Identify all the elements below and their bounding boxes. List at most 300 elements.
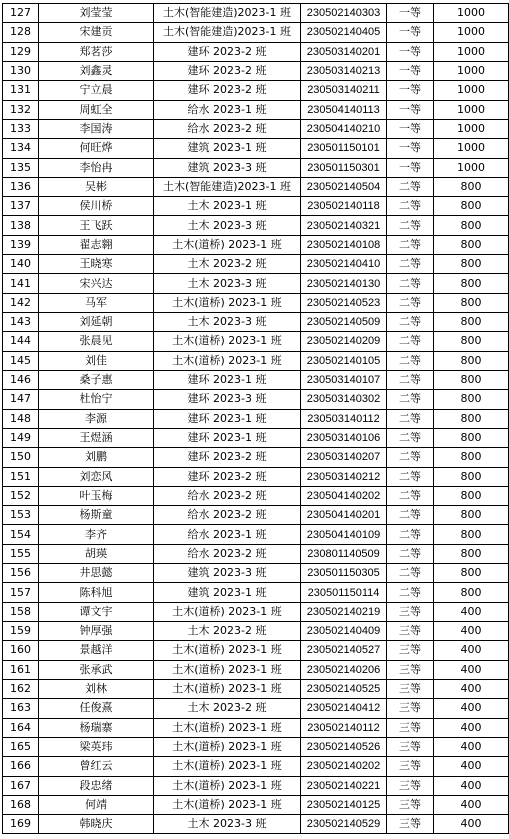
student-id-cell: 230502140118: [301, 197, 387, 216]
award-amount-cell: 800: [434, 197, 509, 216]
student-id-cell: 230503140201: [301, 42, 387, 61]
award-level-cell: 二等: [387, 235, 434, 254]
award-level-cell: 一等: [387, 42, 434, 61]
class-name-cell: 给水 2023-1 班: [154, 100, 301, 119]
award-level-cell: 二等: [387, 177, 434, 196]
class-name-cell: 土木(道桥) 2023-1 班: [154, 602, 301, 621]
award-amount-cell: 800: [434, 255, 509, 274]
table-row: [3, 197, 509, 216]
row-number-cell: 131: [3, 81, 39, 100]
student-id-cell: 230503140207: [301, 448, 387, 467]
row-number-cell: 140: [3, 255, 39, 274]
row-number-cell: 132: [3, 100, 39, 119]
award-amount-cell: 400: [434, 699, 509, 718]
row-number-cell: 164: [3, 718, 39, 737]
class-name-cell: 建筑 2023-3 班: [154, 158, 301, 177]
student-id-cell: 230504140109: [301, 525, 387, 544]
student-id-cell: 230502140525: [301, 679, 387, 698]
award-amount-cell: 800: [434, 177, 509, 196]
student-id-cell: 230503140212: [301, 467, 387, 486]
class-name-cell: 土木(道桥) 2023-1 班: [154, 718, 301, 737]
award-level-cell: 三等: [387, 679, 434, 698]
award-level-cell: 一等: [387, 158, 434, 177]
award-amount-cell: 400: [434, 815, 509, 834]
award-level-cell: 三等: [387, 660, 434, 679]
row-number-cell: 160: [3, 641, 39, 660]
row-number-cell: 168: [3, 795, 39, 814]
table-row: [3, 23, 509, 42]
award-amount-cell: 400: [434, 795, 509, 814]
row-number-cell: 165: [3, 737, 39, 756]
award-level-cell: 二等: [387, 274, 434, 293]
class-name-cell: 土木 2023-2 班: [154, 255, 301, 274]
student-name-cell: 侯川桥: [39, 197, 154, 216]
row-number-cell: 136: [3, 177, 39, 196]
student-id-cell: 230504140201: [301, 506, 387, 525]
row-number-cell: 129: [3, 42, 39, 61]
student-id-cell: 230503140106: [301, 428, 387, 447]
award-amount-cell: 800: [434, 583, 509, 602]
award-amount-cell: 800: [434, 486, 509, 505]
row-number-cell: 135: [3, 158, 39, 177]
row-number-cell: 159: [3, 622, 39, 641]
student-id-cell: 230501150114: [301, 583, 387, 602]
class-name-cell: 土木(道桥) 2023-1 班: [154, 795, 301, 814]
student-name-cell: 谭文宇: [39, 602, 154, 621]
student-name-cell: 郑茗莎: [39, 42, 154, 61]
award-amount-cell: 800: [434, 544, 509, 563]
student-id-cell: 230502140526: [301, 737, 387, 756]
student-name-cell: 刘林: [39, 679, 154, 698]
award-amount-cell: 1000: [434, 23, 509, 42]
class-name-cell: 建环 2023-1 班: [154, 428, 301, 447]
class-name-cell: 土木 2023-3 班: [154, 313, 301, 332]
award-amount-cell: 800: [434, 235, 509, 254]
award-level-cell: 一等: [387, 119, 434, 138]
award-level-cell: 二等: [387, 428, 434, 447]
table-row: [3, 525, 509, 544]
class-name-cell: 土木(道桥) 2023-1 班: [154, 776, 301, 795]
row-number-cell: 137: [3, 197, 39, 216]
award-level-cell: 三等: [387, 815, 434, 834]
table-row: [3, 718, 509, 737]
row-number-cell: 156: [3, 564, 39, 583]
student-id-cell: 230502140202: [301, 757, 387, 776]
class-name-cell: 给水 2023-1 班: [154, 525, 301, 544]
student-id-cell: 230502140321: [301, 216, 387, 235]
table-row: [3, 390, 509, 409]
class-name-cell: 土木(道桥) 2023-1 班: [154, 679, 301, 698]
student-id-cell: 230502140504: [301, 177, 387, 196]
table-row: [3, 158, 509, 177]
student-name-cell: 景越洋: [39, 641, 154, 660]
class-name-cell: 土木(道桥) 2023-1 班: [154, 332, 301, 351]
award-amount-cell: 1000: [434, 158, 509, 177]
student-name-cell: 杨瑞寨: [39, 718, 154, 737]
student-name-cell: 何靖: [39, 795, 154, 814]
student-name-cell: 桑子惠: [39, 370, 154, 389]
student-id-cell: 230504140202: [301, 486, 387, 505]
award-level-cell: 一等: [387, 61, 434, 80]
award-level-cell: 二等: [387, 409, 434, 428]
student-name-cell: 陈科旭: [39, 583, 154, 602]
table-row: [3, 506, 509, 525]
class-name-cell: 建筑 2023-1 班: [154, 583, 301, 602]
student-name-cell: 刘恋风: [39, 467, 154, 486]
award-level-cell: 二等: [387, 506, 434, 525]
class-name-cell: 给水 2023-2 班: [154, 486, 301, 505]
student-name-cell: 翟志翱: [39, 235, 154, 254]
student-name-cell: 马军: [39, 293, 154, 312]
award-amount-cell: 800: [434, 274, 509, 293]
class-name-cell: 建环 2023-1 班: [154, 409, 301, 428]
class-name-cell: 建筑 2023-3 班: [154, 564, 301, 583]
student-name-cell: 杨斯童: [39, 506, 154, 525]
class-name-cell: 给水 2023-2 班: [154, 119, 301, 138]
table-row: [3, 81, 509, 100]
table-row: [3, 467, 509, 486]
award-amount-cell: 1000: [434, 61, 509, 80]
student-id-cell: 230502140209: [301, 332, 387, 351]
award-amount-cell: 800: [434, 525, 509, 544]
row-number-cell: 162: [3, 679, 39, 698]
student-id-cell: 230502140303: [301, 4, 387, 23]
student-name-cell: 宋兴达: [39, 274, 154, 293]
student-name-cell: 刘延朝: [39, 313, 154, 332]
award-amount-cell: 800: [434, 506, 509, 525]
row-number-cell: 148: [3, 409, 39, 428]
award-level-cell: 二等: [387, 467, 434, 486]
award-level-cell: 二等: [387, 564, 434, 583]
student-id-cell: 230502140412: [301, 699, 387, 718]
student-name-cell: 李齐: [39, 525, 154, 544]
table-row: [3, 42, 509, 61]
class-name-cell: 建环 2023-1 班: [154, 370, 301, 389]
table-body: [3, 4, 509, 834]
row-number-cell: 128: [3, 23, 39, 42]
award-level-cell: 三等: [387, 602, 434, 621]
row-number-cell: 138: [3, 216, 39, 235]
student-id-cell: 230503140107: [301, 370, 387, 389]
row-number-cell: 167: [3, 776, 39, 795]
row-number-cell: 157: [3, 583, 39, 602]
award-level-cell: 二等: [387, 197, 434, 216]
row-number-cell: 144: [3, 332, 39, 351]
award-amount-cell: 800: [434, 293, 509, 312]
award-amount-cell: 800: [434, 370, 509, 389]
award-amount-cell: 800: [434, 216, 509, 235]
student-id-cell: 230502140405: [301, 23, 387, 42]
table-row: [3, 119, 509, 138]
row-number-cell: 134: [3, 139, 39, 158]
award-amount-cell: 800: [434, 313, 509, 332]
row-number-cell: 149: [3, 428, 39, 447]
award-amount-cell: 800: [434, 409, 509, 428]
award-amount-cell: 1000: [434, 42, 509, 61]
row-number-cell: 155: [3, 544, 39, 563]
student-name-cell: 周虹全: [39, 100, 154, 119]
award-level-cell: 二等: [387, 370, 434, 389]
student-name-cell: 胡瑛: [39, 544, 154, 563]
row-number-cell: 166: [3, 757, 39, 776]
student-id-cell: 230502140409: [301, 622, 387, 641]
award-level-cell: 二等: [387, 525, 434, 544]
award-amount-cell: 400: [434, 602, 509, 621]
student-id-cell: 230502140105: [301, 351, 387, 370]
class-name-cell: 给水 2023-2 班: [154, 544, 301, 563]
row-number-cell: 130: [3, 61, 39, 80]
table-row: [3, 235, 509, 254]
table-row: [3, 370, 509, 389]
class-name-cell: 土木(道桥) 2023-1 班: [154, 293, 301, 312]
student-id-cell: 230502140529: [301, 815, 387, 834]
class-name-cell: 土木(道桥) 2023-1 班: [154, 737, 301, 756]
award-amount-cell: 1000: [434, 81, 509, 100]
row-number-cell: 153: [3, 506, 39, 525]
student-name-cell: 吴彬: [39, 177, 154, 196]
table-row: [3, 641, 509, 660]
award-amount-cell: 800: [434, 467, 509, 486]
award-level-cell: 一等: [387, 100, 434, 119]
student-name-cell: 王晓寒: [39, 255, 154, 274]
student-name-cell: 杜怡宁: [39, 390, 154, 409]
class-name-cell: 土木 2023-2 班: [154, 699, 301, 718]
student-name-cell: 刘佳: [39, 351, 154, 370]
class-name-cell: 土木(智能建造)2023-1 班: [154, 23, 301, 42]
student-name-cell: 韩晓庆: [39, 815, 154, 834]
class-name-cell: 建环 2023-3 班: [154, 390, 301, 409]
award-amount-cell: 1000: [434, 139, 509, 158]
class-name-cell: 土木 2023-2 班: [154, 622, 301, 641]
table-row: [3, 100, 509, 119]
table-row: [3, 699, 509, 718]
award-amount-cell: 400: [434, 660, 509, 679]
award-level-cell: 三等: [387, 757, 434, 776]
award-amount-cell: 800: [434, 390, 509, 409]
row-number-cell: 150: [3, 448, 39, 467]
table-row: [3, 622, 509, 641]
table-row: [3, 274, 509, 293]
student-name-cell: 张承武: [39, 660, 154, 679]
class-name-cell: 建环 2023-2 班: [154, 467, 301, 486]
row-number-cell: 143: [3, 313, 39, 332]
table-row: [3, 428, 509, 447]
table-row: [3, 757, 509, 776]
table-row: [3, 177, 509, 196]
row-number-cell: 147: [3, 390, 39, 409]
student-name-cell: 刘莹莹: [39, 4, 154, 23]
table-row: [3, 486, 509, 505]
table-row: [3, 448, 509, 467]
table-row: [3, 564, 509, 583]
row-number-cell: 141: [3, 274, 39, 293]
student-name-cell: 刘鹏: [39, 448, 154, 467]
student-id-cell: 230503140302: [301, 390, 387, 409]
class-name-cell: 建环 2023-2 班: [154, 81, 301, 100]
award-level-cell: 二等: [387, 313, 434, 332]
row-number-cell: 139: [3, 235, 39, 254]
class-name-cell: 建筑 2023-1 班: [154, 139, 301, 158]
award-level-cell: 二等: [387, 583, 434, 602]
row-number-cell: 161: [3, 660, 39, 679]
row-number-cell: 127: [3, 4, 39, 23]
table-row: [3, 776, 509, 795]
class-name-cell: 土木(道桥) 2023-1 班: [154, 660, 301, 679]
class-name-cell: 给水 2023-2 班: [154, 506, 301, 525]
row-number-cell: 152: [3, 486, 39, 505]
student-id-cell: 230503140211: [301, 81, 387, 100]
class-name-cell: 土木(道桥) 2023-1 班: [154, 757, 301, 776]
class-name-cell: 土木(智能建造)2023-1 班: [154, 177, 301, 196]
class-name-cell: 土木(道桥) 2023-1 班: [154, 351, 301, 370]
student-id-cell: 230502140130: [301, 274, 387, 293]
student-id-cell: 230502140410: [301, 255, 387, 274]
table-row: [3, 409, 509, 428]
award-amount-cell: 400: [434, 679, 509, 698]
award-amount-cell: 400: [434, 641, 509, 660]
class-name-cell: 土木 2023-1 班: [154, 197, 301, 216]
table-row: [3, 679, 509, 698]
class-name-cell: 土木(道桥) 2023-1 班: [154, 641, 301, 660]
row-number-cell: 169: [3, 815, 39, 834]
table-row: [3, 216, 509, 235]
row-number-cell: 154: [3, 525, 39, 544]
table-row: [3, 815, 509, 834]
student-id-cell: 230504140210: [301, 119, 387, 138]
award-amount-cell: 1000: [434, 100, 509, 119]
student-name-cell: 梁英玮: [39, 737, 154, 756]
award-amount-cell: 1000: [434, 4, 509, 23]
class-name-cell: 土木 2023-3 班: [154, 274, 301, 293]
student-name-cell: 宋建贡: [39, 23, 154, 42]
award-level-cell: 二等: [387, 293, 434, 312]
award-amount-cell: 400: [434, 757, 509, 776]
student-name-cell: 曾红云: [39, 757, 154, 776]
table-row: [3, 583, 509, 602]
student-id-cell: 230502140221: [301, 776, 387, 795]
award-amount-cell: 400: [434, 718, 509, 737]
award-amount-cell: 800: [434, 351, 509, 370]
award-level-cell: 一等: [387, 139, 434, 158]
class-name-cell: 土木 2023-3 班: [154, 815, 301, 834]
award-level-cell: 一等: [387, 81, 434, 100]
student-name-cell: 何旺烨: [39, 139, 154, 158]
table-row: [3, 255, 509, 274]
award-level-cell: 二等: [387, 390, 434, 409]
award-level-cell: 三等: [387, 737, 434, 756]
student-id-cell: 230502140527: [301, 641, 387, 660]
student-name-cell: 任俊熹: [39, 699, 154, 718]
award-level-cell: 三等: [387, 718, 434, 737]
student-name-cell: 井思懿: [39, 564, 154, 583]
row-number-cell: 163: [3, 699, 39, 718]
award-amount-cell: 400: [434, 622, 509, 641]
class-name-cell: 土木(道桥) 2023-1 班: [154, 235, 301, 254]
student-name-cell: 宁立晨: [39, 81, 154, 100]
award-level-cell: 二等: [387, 351, 434, 370]
row-number-cell: 145: [3, 351, 39, 370]
award-level-cell: 一等: [387, 23, 434, 42]
class-name-cell: 建环 2023-2 班: [154, 61, 301, 80]
table-row: [3, 61, 509, 80]
table-row: [3, 4, 509, 23]
student-id-cell: 230501150301: [301, 158, 387, 177]
award-amount-cell: 400: [434, 776, 509, 795]
student-name-cell: 李国涛: [39, 119, 154, 138]
award-level-cell: 一等: [387, 4, 434, 23]
row-number-cell: 151: [3, 467, 39, 486]
table-row: [3, 544, 509, 563]
table-row: [3, 332, 509, 351]
student-name-cell: 王飞跃: [39, 216, 154, 235]
row-number-cell: 142: [3, 293, 39, 312]
student-id-cell: 230501150101: [301, 139, 387, 158]
row-number-cell: 158: [3, 602, 39, 621]
student-id-cell: 230502140108: [301, 235, 387, 254]
table-row: [3, 602, 509, 621]
student-id-cell: 230502140219: [301, 602, 387, 621]
table-row: [3, 313, 509, 332]
award-amount-cell: 800: [434, 332, 509, 351]
student-id-cell: 230502140523: [301, 293, 387, 312]
student-name-cell: 钟厚强: [39, 622, 154, 641]
student-id-cell: 230503140213: [301, 61, 387, 80]
student-name-cell: 李怡冉: [39, 158, 154, 177]
award-level-cell: 三等: [387, 622, 434, 641]
class-name-cell: 建环 2023-2 班: [154, 42, 301, 61]
table-row: [3, 795, 509, 814]
student-id-cell: 230502140112: [301, 718, 387, 737]
student-id-cell: 230502140509: [301, 313, 387, 332]
award-amount-cell: 800: [434, 564, 509, 583]
row-number-cell: 146: [3, 370, 39, 389]
student-id-cell: 230502140206: [301, 660, 387, 679]
table-row: [3, 351, 509, 370]
award-level-cell: 二等: [387, 448, 434, 467]
class-name-cell: 土木(智能建造)2023-1 班: [154, 4, 301, 23]
student-name-cell: 张晨见: [39, 332, 154, 351]
award-level-cell: 二等: [387, 544, 434, 563]
student-name-cell: 刘鑫灵: [39, 61, 154, 80]
student-name-cell: 王煜涵: [39, 428, 154, 447]
table-row: [3, 139, 509, 158]
class-name-cell: 建环 2023-2 班: [154, 448, 301, 467]
award-level-cell: 三等: [387, 776, 434, 795]
award-amount-cell: 800: [434, 448, 509, 467]
award-level-cell: 三等: [387, 699, 434, 718]
class-name-cell: 土木 2023-3 班: [154, 216, 301, 235]
row-number-cell: 133: [3, 119, 39, 138]
table-row: [3, 660, 509, 679]
student-name-cell: 李源: [39, 409, 154, 428]
award-amount-cell: 1000: [434, 119, 509, 138]
student-name-cell: 叶玉梅: [39, 486, 154, 505]
award-level-cell: 三等: [387, 641, 434, 660]
scholarship-list-table: [2, 3, 509, 834]
student-id-cell: 230501150305: [301, 564, 387, 583]
student-id-cell: 230503140112: [301, 409, 387, 428]
student-id-cell: 230502140125: [301, 795, 387, 814]
award-level-cell: 二等: [387, 255, 434, 274]
award-amount-cell: 400: [434, 737, 509, 756]
student-id-cell: 230504140113: [301, 100, 387, 119]
table-row: [3, 737, 509, 756]
award-level-cell: 三等: [387, 795, 434, 814]
table-row: [3, 293, 509, 312]
award-level-cell: 二等: [387, 332, 434, 351]
award-level-cell: 二等: [387, 486, 434, 505]
award-amount-cell: 800: [434, 428, 509, 447]
